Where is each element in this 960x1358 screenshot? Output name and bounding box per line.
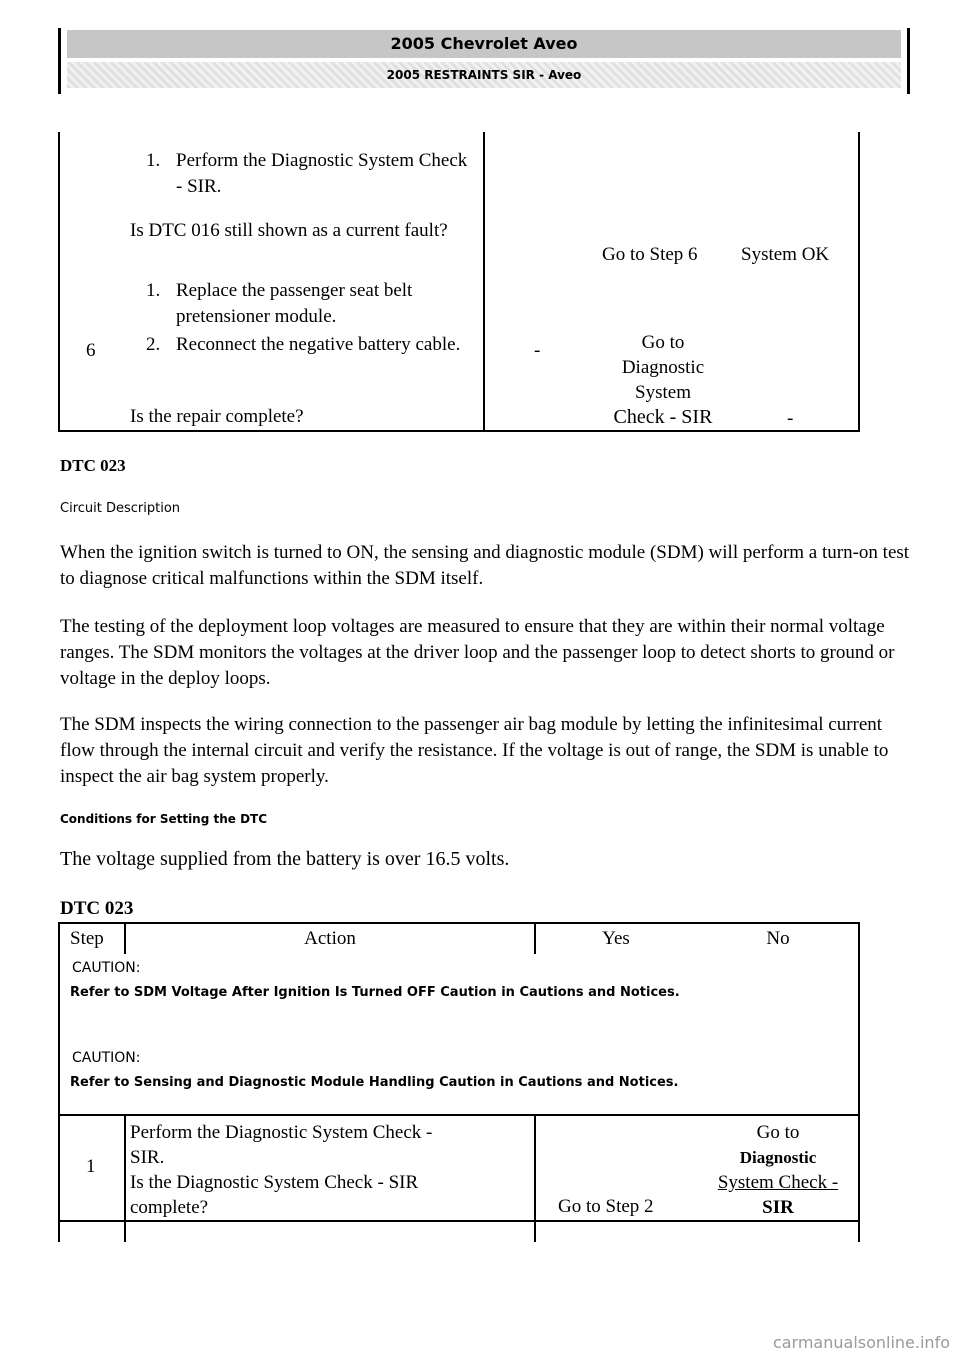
header-yes: Yes [602,928,630,949]
step-action [130,1120,432,1220]
value-cell: - [534,340,541,361]
list-item-number: 2. [146,334,161,355]
no-line: System Check - [717,1172,839,1193]
list-item-text: Replace the passenger seat belt pretensioner module. [176,280,413,327]
top-table [58,132,860,432]
step-question: Is the repair complete? [130,406,304,427]
dtc-table [58,922,860,1242]
list-item-number: 1. [146,280,161,301]
paragraph-2: The testing of the deployment loop voltages are measured to ensure that they are within their normal voltage ranges. The SDM monitors the voltages at the driver loop and the passenger loop to detect shorts to ground or voltage in the deploy loops. [60,616,895,689]
caution-body: Refer to Sensing and Diagnostic Module Handling Caution in Cautions and Notices. [70,1075,679,1090]
list-item-text: Perform the Diagnostic System Check - SIR. [176,150,468,197]
header-step: Step [70,928,104,949]
header-action: Action [304,928,356,949]
paragraph-3: The SDM inspects the wiring connection to the passenger air bag module by letting the infinitesimal current flow through the internal circuit and verify the resistance. If the voltage is out of range, the SDM is unable to inspect the air bag system properly. [60,714,889,787]
list-item-text: Reconnect the negative battery cable. [176,334,461,355]
action-line: Is the Diagnostic System Check - SIR [130,1172,419,1193]
caution-body: Refer to SDM Voltage After Ignition Is Turned OFF Caution in Cautions and Notices. [70,985,680,1000]
caution-title: CAUTION: [72,960,141,976]
list-item-number: 1. [146,150,161,171]
page-header [58,28,910,94]
action-line: SIR. [130,1147,165,1168]
header-subtitle: 2005 RESTRAINTS SIR - Aveo [67,62,901,88]
yes-line: Go to [641,332,685,353]
header-title: 2005 Chevrolet Aveo [67,30,901,58]
circuit-heading: Circuit Description [60,501,181,516]
yes-cell: Go to Step 2 [558,1196,654,1217]
yes-line: System [635,382,691,403]
no-line: SIR [762,1197,794,1218]
step-number: 1 [86,1156,96,1177]
action-line: Perform the Diagnostic System Check - [130,1122,433,1143]
no-line: Go to [756,1122,800,1143]
step-question: Is DTC 016 still shown as a current fault? [130,220,448,241]
yes-cell [588,330,738,430]
watermark: carmanualsonline.info [772,1333,950,1352]
conditions-heading: Conditions for Setting the DTC [60,812,268,826]
dtc-table-label: DTC 023 [60,898,134,919]
yes-line: Check - SIR [613,406,713,428]
conditions-text: The voltage supplied from the battery is over 16.5 volts. [60,848,510,870]
step-number: 6 [86,340,96,361]
caution-title: CAUTION: [72,1050,141,1066]
header-no: No [766,928,790,949]
no-cell-link[interactable] [698,1120,858,1220]
yes-cell: Go to Step 6 [602,244,698,265]
paragraph-1: When the ignition switch is turned to ON, the sensing and diagnostic module (SDM) will perform a turn-on test to diagnose critical malfunctions within the SDM itself. [60,542,910,589]
dtc-heading: DTC 023 [60,456,126,475]
action-line: complete? [130,1197,209,1218]
no-cell: System OK [741,244,830,265]
no-line: Diagnostic [739,1148,817,1167]
no-cell: - [787,408,794,429]
yes-line: Diagnostic [621,357,705,378]
